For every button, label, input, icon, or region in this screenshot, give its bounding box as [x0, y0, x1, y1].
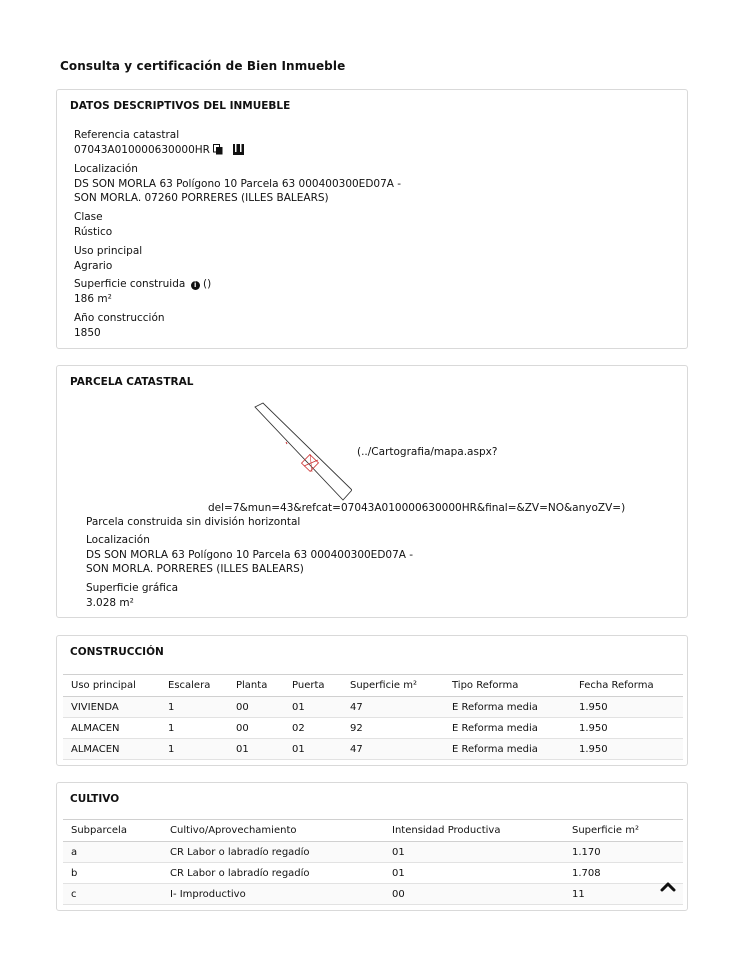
referencia-value-row: [74, 143, 244, 160]
col-fecha-reforma: Fecha Reforma: [571, 675, 683, 697]
info-icon[interactable]: i: [191, 281, 200, 290]
parcela-localizacion-field: [86, 533, 413, 577]
cell: 00: [228, 697, 284, 718]
referencia-label: Referencia catastral: [74, 129, 180, 141]
superficie-construida-field: [74, 277, 211, 306]
clase-label: Clase: [74, 211, 103, 223]
cell: CR Labor o labradío regadío: [162, 842, 384, 863]
uso-value: Agrario: [74, 259, 113, 272]
cell: ALMACEN: [63, 739, 160, 760]
cell: 01: [284, 739, 342, 760]
qr-icon[interactable]: [233, 144, 244, 160]
cell: E Reforma media: [444, 739, 571, 760]
cultivo-header-row: [63, 820, 683, 842]
cell: 01: [284, 697, 342, 718]
superficie-construida-value: 186 m²: [74, 292, 112, 305]
cultivo-table: [63, 819, 683, 905]
parcela-catastral-title: PARCELA CATASTRAL: [70, 376, 194, 388]
copy-icon[interactable]: [213, 144, 223, 160]
uso-field: [74, 244, 142, 273]
map-link-line2[interactable]: del=7&mun=43&refcat=07043A010000630000HR&final=&ZV=NO&anyoZV=): [208, 502, 626, 514]
construccion-title: CONSTRUCCIÓN: [70, 646, 164, 658]
cell: 1.170: [564, 842, 683, 863]
parcela-catastral-panel: [56, 365, 688, 618]
datos-descriptivos-panel: [56, 89, 688, 349]
cell: 01: [384, 842, 564, 863]
col-escalera: Escalera: [160, 675, 228, 697]
cell: 1: [160, 697, 228, 718]
cell: VIVIENDA: [63, 697, 160, 718]
cultivo-panel: [56, 782, 688, 911]
cell: 1.950: [571, 718, 683, 739]
localizacion-label: Localización: [74, 163, 138, 175]
cell: CR Labor o labradío regadío: [162, 863, 384, 884]
cell: b: [63, 863, 162, 884]
cell: 1.950: [571, 739, 683, 760]
cell: I- Improductivo: [162, 884, 384, 905]
construccion-panel: [56, 635, 688, 766]
cell: 00: [228, 718, 284, 739]
cell: 1.708: [564, 863, 683, 884]
parcela-localizacion-line2: SON MORLA. PORRERES (ILLES BALEARS): [86, 563, 304, 575]
cell: 1: [160, 718, 228, 739]
col-intensidad: Intensidad Productiva: [384, 820, 564, 842]
parcel-map-image[interactable]: [252, 402, 352, 502]
table-row: [63, 884, 683, 905]
parcela-localizacion-label: Localización: [86, 534, 150, 546]
parcela-descripcion: [86, 515, 300, 530]
datos-descriptivos-title: DATOS DESCRIPTIVOS DEL INMUEBLE: [70, 100, 291, 112]
chevron-up-icon: [656, 876, 680, 896]
cell: ALMACEN: [63, 718, 160, 739]
cell: 92: [342, 718, 444, 739]
superficie-grafica-label: Superficie gráfica: [86, 582, 179, 594]
clase-value: Rústico: [74, 225, 113, 238]
localizacion-line1: DS SON MORLA 63 Polígono 10 Parcela 63 000400300ED07A -: [74, 177, 402, 190]
parcela-descripcion-text: Parcela construida sin división horizontal: [86, 516, 301, 528]
referencia-field: [74, 128, 244, 159]
clase-field: [74, 210, 112, 239]
table-row: [63, 863, 683, 884]
cell: 47: [342, 697, 444, 718]
col-puerta: Puerta: [284, 675, 342, 697]
uso-label: Uso principal: [74, 245, 143, 257]
cell: 1.950: [571, 697, 683, 718]
table-row: [63, 842, 683, 863]
superficie-construida-suffix[interactable]: (): [202, 278, 212, 290]
superficie-construida-label-row: [74, 277, 211, 292]
superficie-grafica-value: 3.028 m²: [86, 596, 134, 609]
cell: E Reforma media: [444, 718, 571, 739]
col-superficie: Superficie m²: [564, 820, 683, 842]
map-link-line1[interactable]: (../Cartografia/mapa.aspx?: [357, 446, 498, 458]
superficie-grafica-field: [86, 581, 178, 610]
cell: 01: [384, 863, 564, 884]
cell: 1: [160, 739, 228, 760]
referencia-value[interactable]: 07043A010000630000HR: [74, 143, 210, 156]
cell: c: [63, 884, 162, 905]
scroll-top-button[interactable]: [656, 876, 680, 896]
cell: 11: [564, 884, 683, 905]
superficie-construida-label: Superficie construida: [74, 278, 186, 290]
col-subparcela: Subparcela: [63, 820, 162, 842]
col-cultivo: Cultivo/Aprovechamiento: [162, 820, 384, 842]
page-title: Consulta y certificación de Bien Inmueble: [60, 59, 346, 73]
table-row: [63, 739, 683, 760]
cultivo-title: CULTIVO: [70, 793, 120, 805]
localizacion-line2: SON MORLA. 07260 PORRERES (ILLES BALEARS): [74, 192, 329, 204]
construccion-table: [63, 674, 683, 760]
col-superficie: Superficie m²: [342, 675, 444, 697]
anyo-construccion-value: 1850: [74, 326, 101, 339]
localizacion-field: [74, 162, 401, 206]
cell: 00: [384, 884, 564, 905]
construccion-header-row: [63, 675, 683, 697]
cell: 47: [342, 739, 444, 760]
col-tipo-reforma: Tipo Reforma: [444, 675, 571, 697]
cell: 02: [284, 718, 342, 739]
cell: a: [63, 842, 162, 863]
anyo-construccion-label: Año construcción: [74, 312, 165, 324]
col-planta: Planta: [228, 675, 284, 697]
cell: E Reforma media: [444, 697, 571, 718]
parcela-localizacion-line1: DS SON MORLA 63 Polígono 10 Parcela 63 000400300ED07A -: [86, 548, 414, 561]
cell: 01: [228, 739, 284, 760]
table-row: [63, 697, 683, 718]
col-uso-principal: Uso principal: [63, 675, 160, 697]
table-row: [63, 718, 683, 739]
anyo-construccion-field: [74, 311, 165, 340]
